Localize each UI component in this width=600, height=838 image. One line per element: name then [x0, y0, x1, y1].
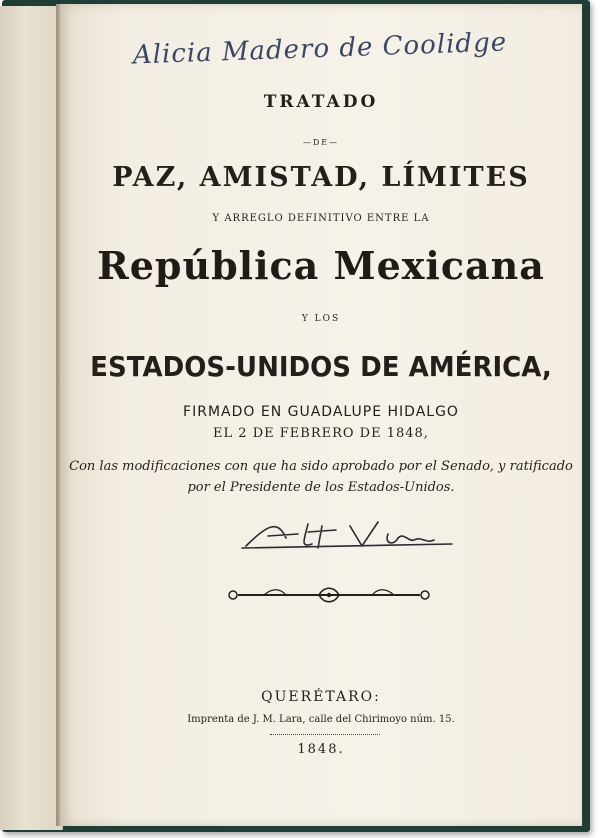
imprint-dotted-rule: [270, 734, 380, 737]
title-y-los: Y LOS: [301, 314, 341, 324]
signing-date: EL 2 DE FEBRERO DE 1848,: [213, 426, 429, 441]
ornamental-rule: [224, 584, 434, 606]
handwritten-inscription: Alicia Madero de Coolidge: [132, 27, 508, 71]
title-arreglo: Y ARREGLO DEFINITIVO ENTRE LA: [212, 213, 430, 224]
title-estados-unidos: ESTADOS-UNIDOS DE AMÉRICA,: [90, 350, 552, 383]
handwritten-signature: [238, 514, 458, 554]
imprint-printer: Imprenta de J. M. Lara, calle del Chirimoyo núm. 15.: [187, 714, 455, 725]
title-de: —DE—: [302, 138, 340, 147]
signing-place: FIRMADO EN GUADALUPE HIDALGO: [183, 404, 459, 420]
title-paz-amistad-limites: PAZ, AMISTAD, LÍMITES: [112, 162, 530, 193]
title-republica-mexicana: República Mexicana: [97, 243, 545, 288]
facing-endpaper: [0, 6, 63, 830]
imprint-city: QUERÉTARO:: [261, 689, 381, 705]
title-tratado: TRATADO: [263, 92, 379, 112]
modifications-line-1: Con las modificaciones con que ha sido aprobado por el Senado, y ratificado: [69, 459, 573, 474]
imprint-year: 1848.: [297, 742, 345, 757]
modifications-line-2: por el Presidente de los Estados-Unidos.: [187, 480, 455, 495]
